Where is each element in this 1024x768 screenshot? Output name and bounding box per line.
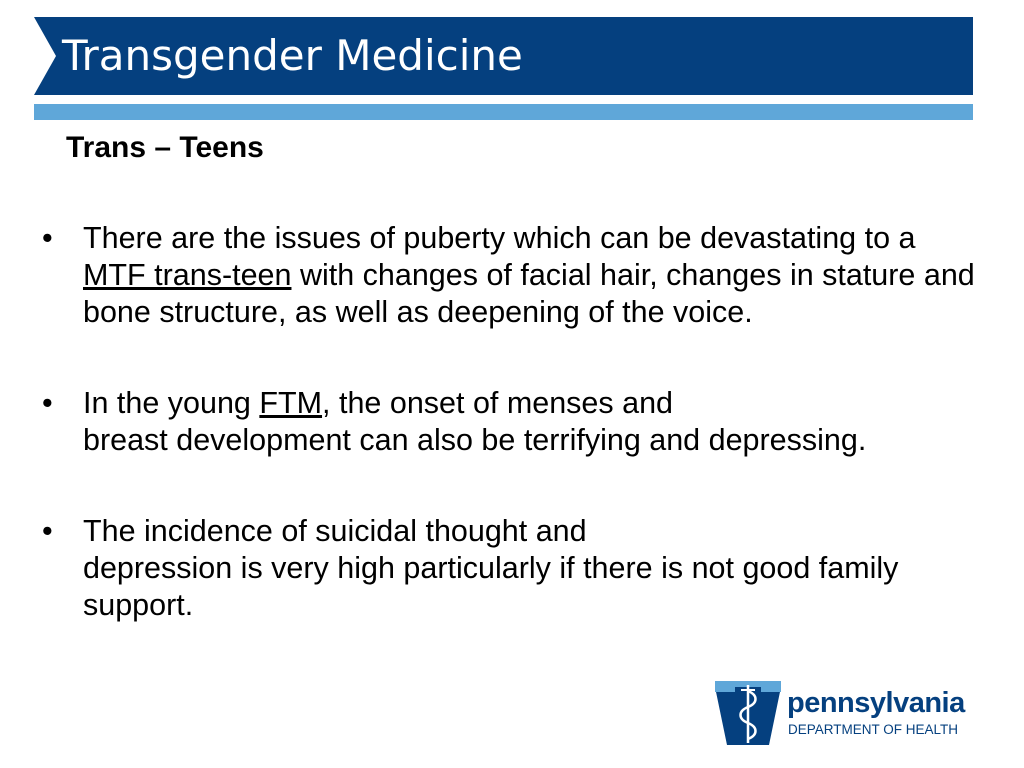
bullet-text: breast development can also be terrifying and depressing. <box>83 423 867 457</box>
link-mtf-trans-teen[interactable]: MTF trans-teen <box>83 258 292 292</box>
bullet-text: , the onset of menses and <box>322 386 674 420</box>
bullet-item-puberty <box>40 220 980 331</box>
logo-department: DEPARTMENT OF HEALTH <box>788 722 959 737</box>
bullet-text: There are the issues of puberty which can be devastating to a <box>83 221 916 255</box>
accent-bar <box>34 104 973 120</box>
logo-wordmark: pennsylvania <box>787 687 965 719</box>
slide-title: Transgender Medicine <box>62 31 523 80</box>
link-ftm[interactable]: FTM <box>259 386 323 420</box>
bullet-marker: • <box>42 221 53 255</box>
bullet-text: In the young <box>83 386 260 420</box>
bullet-text: The incidence of suicidal thought and <box>83 514 587 548</box>
bullet-item-ftm <box>40 385 980 459</box>
bullet-marker: • <box>42 514 53 548</box>
slide-subtitle: Trans – Teens <box>66 131 264 164</box>
bullet-marker: • <box>42 386 53 420</box>
bullet-text: depression is very high particularly if there is not good family support. <box>83 551 899 622</box>
bullet-list <box>40 220 980 624</box>
bullet-text: with changes of facial hair, changes in stature and bone structure, as well as deepening of the voice. <box>83 258 975 329</box>
title-bar <box>34 17 973 95</box>
bullet-item-suicide <box>40 513 980 624</box>
pa-health-logo <box>715 681 975 747</box>
keystone-caduceus-icon <box>715 681 781 747</box>
title-arrow-notch <box>34 17 56 95</box>
